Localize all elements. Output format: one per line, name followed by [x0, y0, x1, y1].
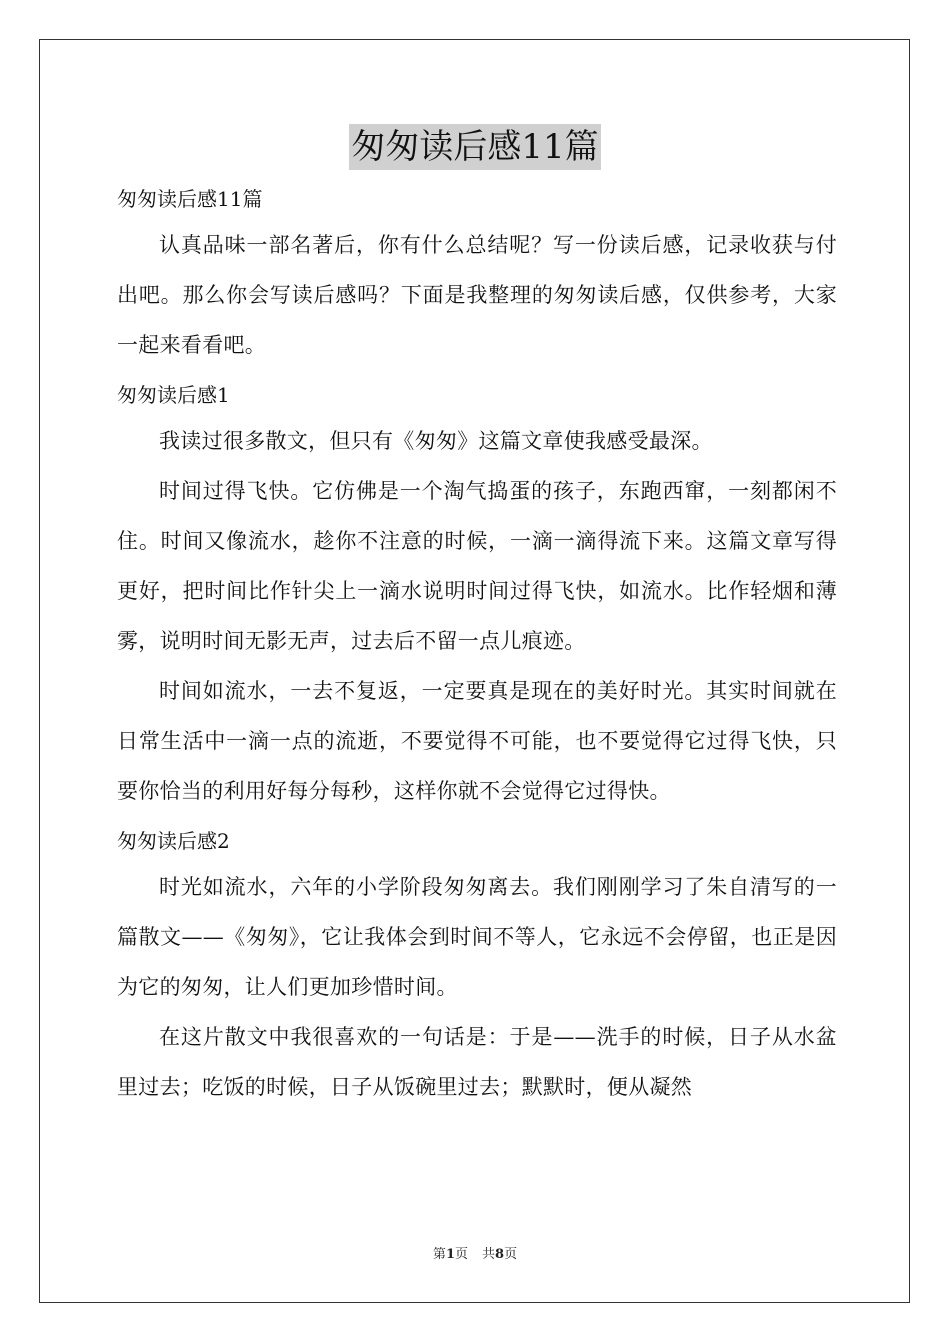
title-container — [0, 124, 950, 170]
page-prefix: 第 — [432, 1247, 446, 1262]
paragraph: 时间如流水，一去不复返，一定要真是现在的美好时光。其实时间就在日常生活中一滴一点的流逝，不要觉得不可能，也不要觉得它过得飞快，只要你恰当的利用好每分每秒，这样你就不会觉得它过得快。 — [117, 679, 837, 803]
page-total: 8 — [495, 1247, 505, 1262]
section-heading: 匆匆读后感1 — [117, 383, 230, 407]
paragraph: 我读过很多散文，但只有《匆匆》这篇文章使我感受最深。 — [159, 429, 713, 453]
total-prefix: 共 — [482, 1247, 496, 1262]
paragraph: 在这片散文中我很喜欢的一句话是：于是——洗手的时候，日子从水盆里过去；吃饭的时候，日子从饭碗里过去；默默时，便从凝然 — [117, 1025, 837, 1099]
document-title: 匆匆读后感11篇 — [349, 124, 600, 170]
paragraph: 时间过得飞快。它仿佛是一个淘气捣蛋的孩子，东跑西窜，一刻都闲不住。时间又像流水，趁你不注意的时候，一滴一滴得流下来。这篇文章写得更好，把时间比作针尖上一滴水说明时间过得飞快，如流水。比作轻烟和薄雾，说明时间无影无声，过去后不留一点儿痕迹。 — [117, 479, 837, 653]
page-suffix: 页 — [454, 1247, 468, 1262]
total-suffix: 页 — [504, 1247, 518, 1262]
section-heading: 匆匆读后感2 — [117, 829, 230, 853]
paragraph: 时光如流水，六年的小学阶段匆匆离去。我们刚刚学习了朱自清写的一篇散文——《匆匆》，它让我体会到时间不等人，它永远不会停留，也正是因为它的匆匆，让人们更加珍惜时间。 — [117, 875, 837, 999]
section-heading: 匆匆读后感11篇 — [117, 187, 263, 211]
page-current: 1 — [445, 1247, 455, 1262]
paragraph: 认真品味一部名著后，你有什么总结呢？写一份读后感，记录收获与付出吧。那么你会写读后感吗？下面是我整理的匆匆读后感，仅供参考，大家一起来看看吧。 — [117, 233, 837, 357]
page-footer — [0, 1246, 950, 1264]
document-body — [117, 178, 837, 1112]
